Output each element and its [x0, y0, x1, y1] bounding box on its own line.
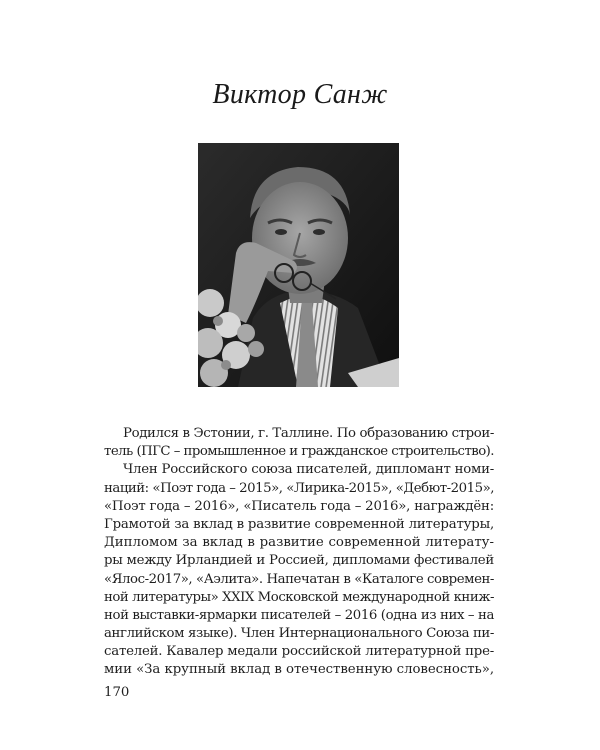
bio-line: тель (ПГС – промышленное и гражданское строительство). — [104, 444, 494, 460]
bio-line: сателей. Кавалер медали российской литературной пре- — [104, 644, 494, 660]
bio-line: «Поэт года – 2016», «Писатель года – 2016», награждён: — [104, 498, 494, 514]
bio-line: ры между Ирландией и Россией, дипломами фестивалей — [104, 553, 494, 569]
bio-line: мии «За крупный вклад в отечественную словесность», — [104, 662, 494, 678]
right-eye — [313, 229, 325, 235]
bio-line: ной литературы» XXIX Московской международной книж- — [104, 589, 494, 605]
page-title: Виктор Санж — [212, 79, 388, 110]
portrait-illustration — [198, 143, 399, 387]
face-shape — [252, 182, 348, 294]
left-eye — [275, 229, 287, 235]
biography-text — [104, 425, 494, 680]
bio-line: наций: «Поэт года – 2015», «Лирика-2015», «Дебют-2015», — [104, 480, 494, 496]
bio-line: ной выставки-ярмарки писателей – 2016 (одна из них – на — [104, 607, 495, 623]
bio-line: английском языке). Член Интернационального Союза пи- — [104, 626, 494, 642]
page-number: 170 — [104, 685, 130, 700]
author-portrait-photo — [198, 143, 399, 387]
bio-line: Член Российского союза писателей, дипломант номи- — [123, 462, 494, 478]
bio-line: Родился в Эстонии, г. Таллине. По образованию строи- — [123, 426, 495, 441]
bio-line: «Ялос-2017», «Аэлита». Напечатан в «Каталоге современ- — [104, 571, 494, 587]
glasses-bridge — [293, 276, 294, 278]
bio-line: Дипломом за вклад в развитие современной литерату- — [104, 535, 494, 551]
bio-line: Грамотой за вклад в развитие современной литературы, — [104, 516, 494, 532]
